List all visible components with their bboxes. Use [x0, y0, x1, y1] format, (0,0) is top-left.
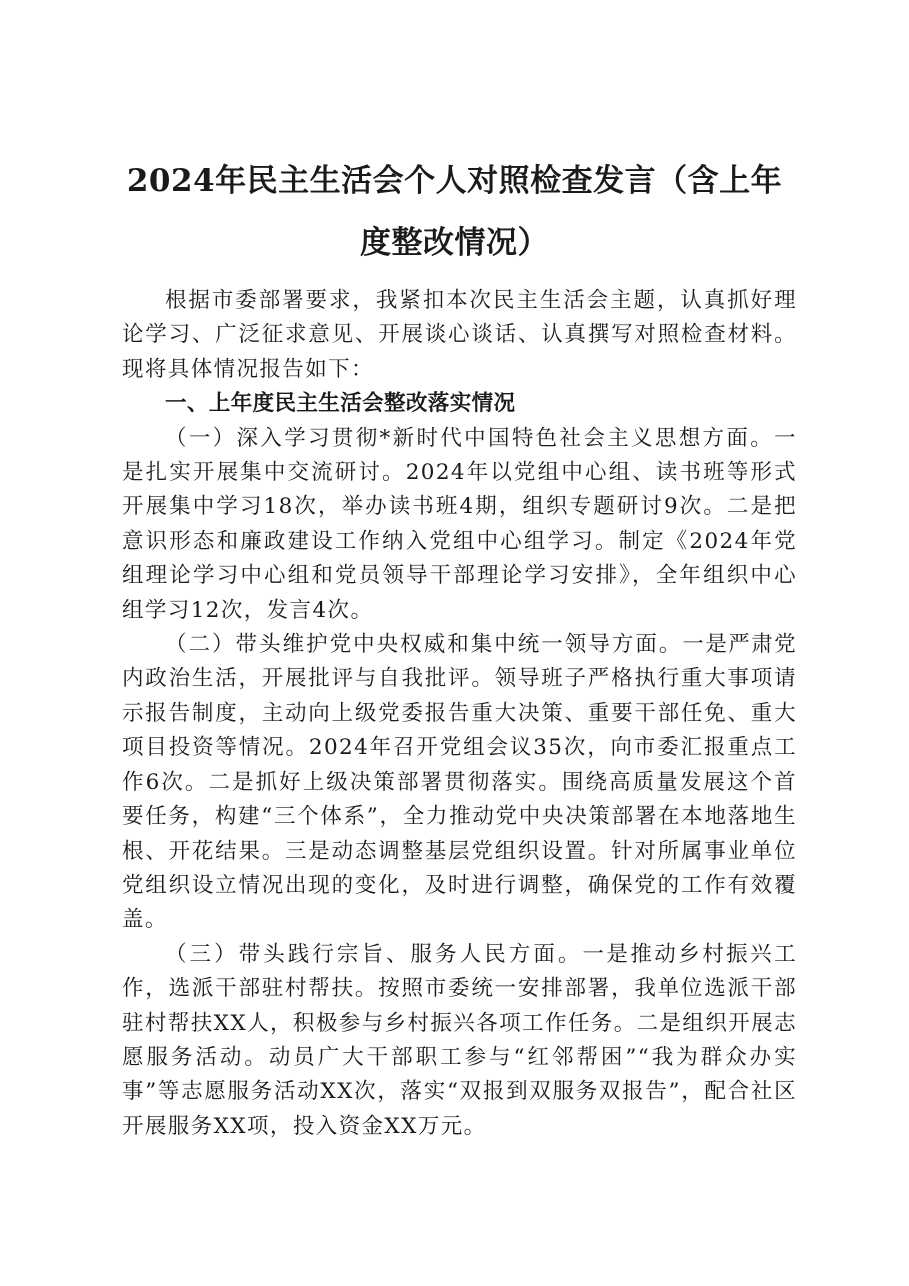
item-text: 一是扎实开展集中交流研讨。2024年以党组中心组、读书班等形式开展集中学习18次，举办读书班4期，组织专题研讨9次。二是把意识形态和廉政建设工作纳入党组中心组学习。制定《2024年党组理论学习中心组和党员领导干部理论学习安排》，全年组织中心组学习12次，发言4次。	[122, 425, 797, 623]
item-subtitle: （三）带头践行宗旨、服务人民方面。	[165, 941, 583, 967]
item-subtitle: （二）带头维护党中央权威和集中统一领导方面。	[165, 632, 683, 658]
item-paragraph-1	[122, 422, 797, 628]
item-text: 一是严肃党内政治生活，开展批评与自我批评。领导班子严格执行重大事项请示报告制度，主动向上级党委报告重大决策、重要干部任免、重大项目投资等情况。2024年召开党组会议35次，向市委汇报重点工作6次。二是抓好上级决策部署贯彻落实。围绕高质量发展这个首要任务，构建“三个体系”，全力推动党中央决策部署在本地落地生根、开花结果。三是动态调整基层党组织设置。针对所属事业单位党组织设立情况出现的变化，及时进行调整，确保党的工作有效覆盖。	[122, 632, 797, 933]
intro-paragraph: 根据市委部署要求，我紧扣本次民主生活会主题，认真抓好理论学习、广泛征求意见、开展谈心谈话、认真撰写对照检查材料。现将具体情况报告如下：	[122, 288, 797, 382]
section-heading: 一、上年度民主生活会整改落实情况	[165, 391, 516, 417]
item-text: 一是推动乡村振兴工作，选派干部驻村帮扶。按照市委统一安排部署，我单位选派干部驻村帮扶XX人，积极参与乡村振兴各项工作任务。二是组织开展志愿服务活动。动员广大干部职工参与“红邻帮困”“我为群众办实事”等志愿服务活动XX次，落实“双报到双服务双报告”，配合社区开展服务XX项，投入资金XX万元。	[122, 941, 797, 1139]
document-body	[122, 284, 797, 1144]
item-subtitle: （一）深入学习贯彻*新时代中国特色社会主义思想方面。	[165, 425, 775, 451]
item-paragraph-2	[122, 628, 797, 938]
document-title: 2024年民主生活会个人对照检查发言（含上年度整改情况）	[126, 163, 783, 261]
item-paragraph-3	[122, 938, 797, 1144]
